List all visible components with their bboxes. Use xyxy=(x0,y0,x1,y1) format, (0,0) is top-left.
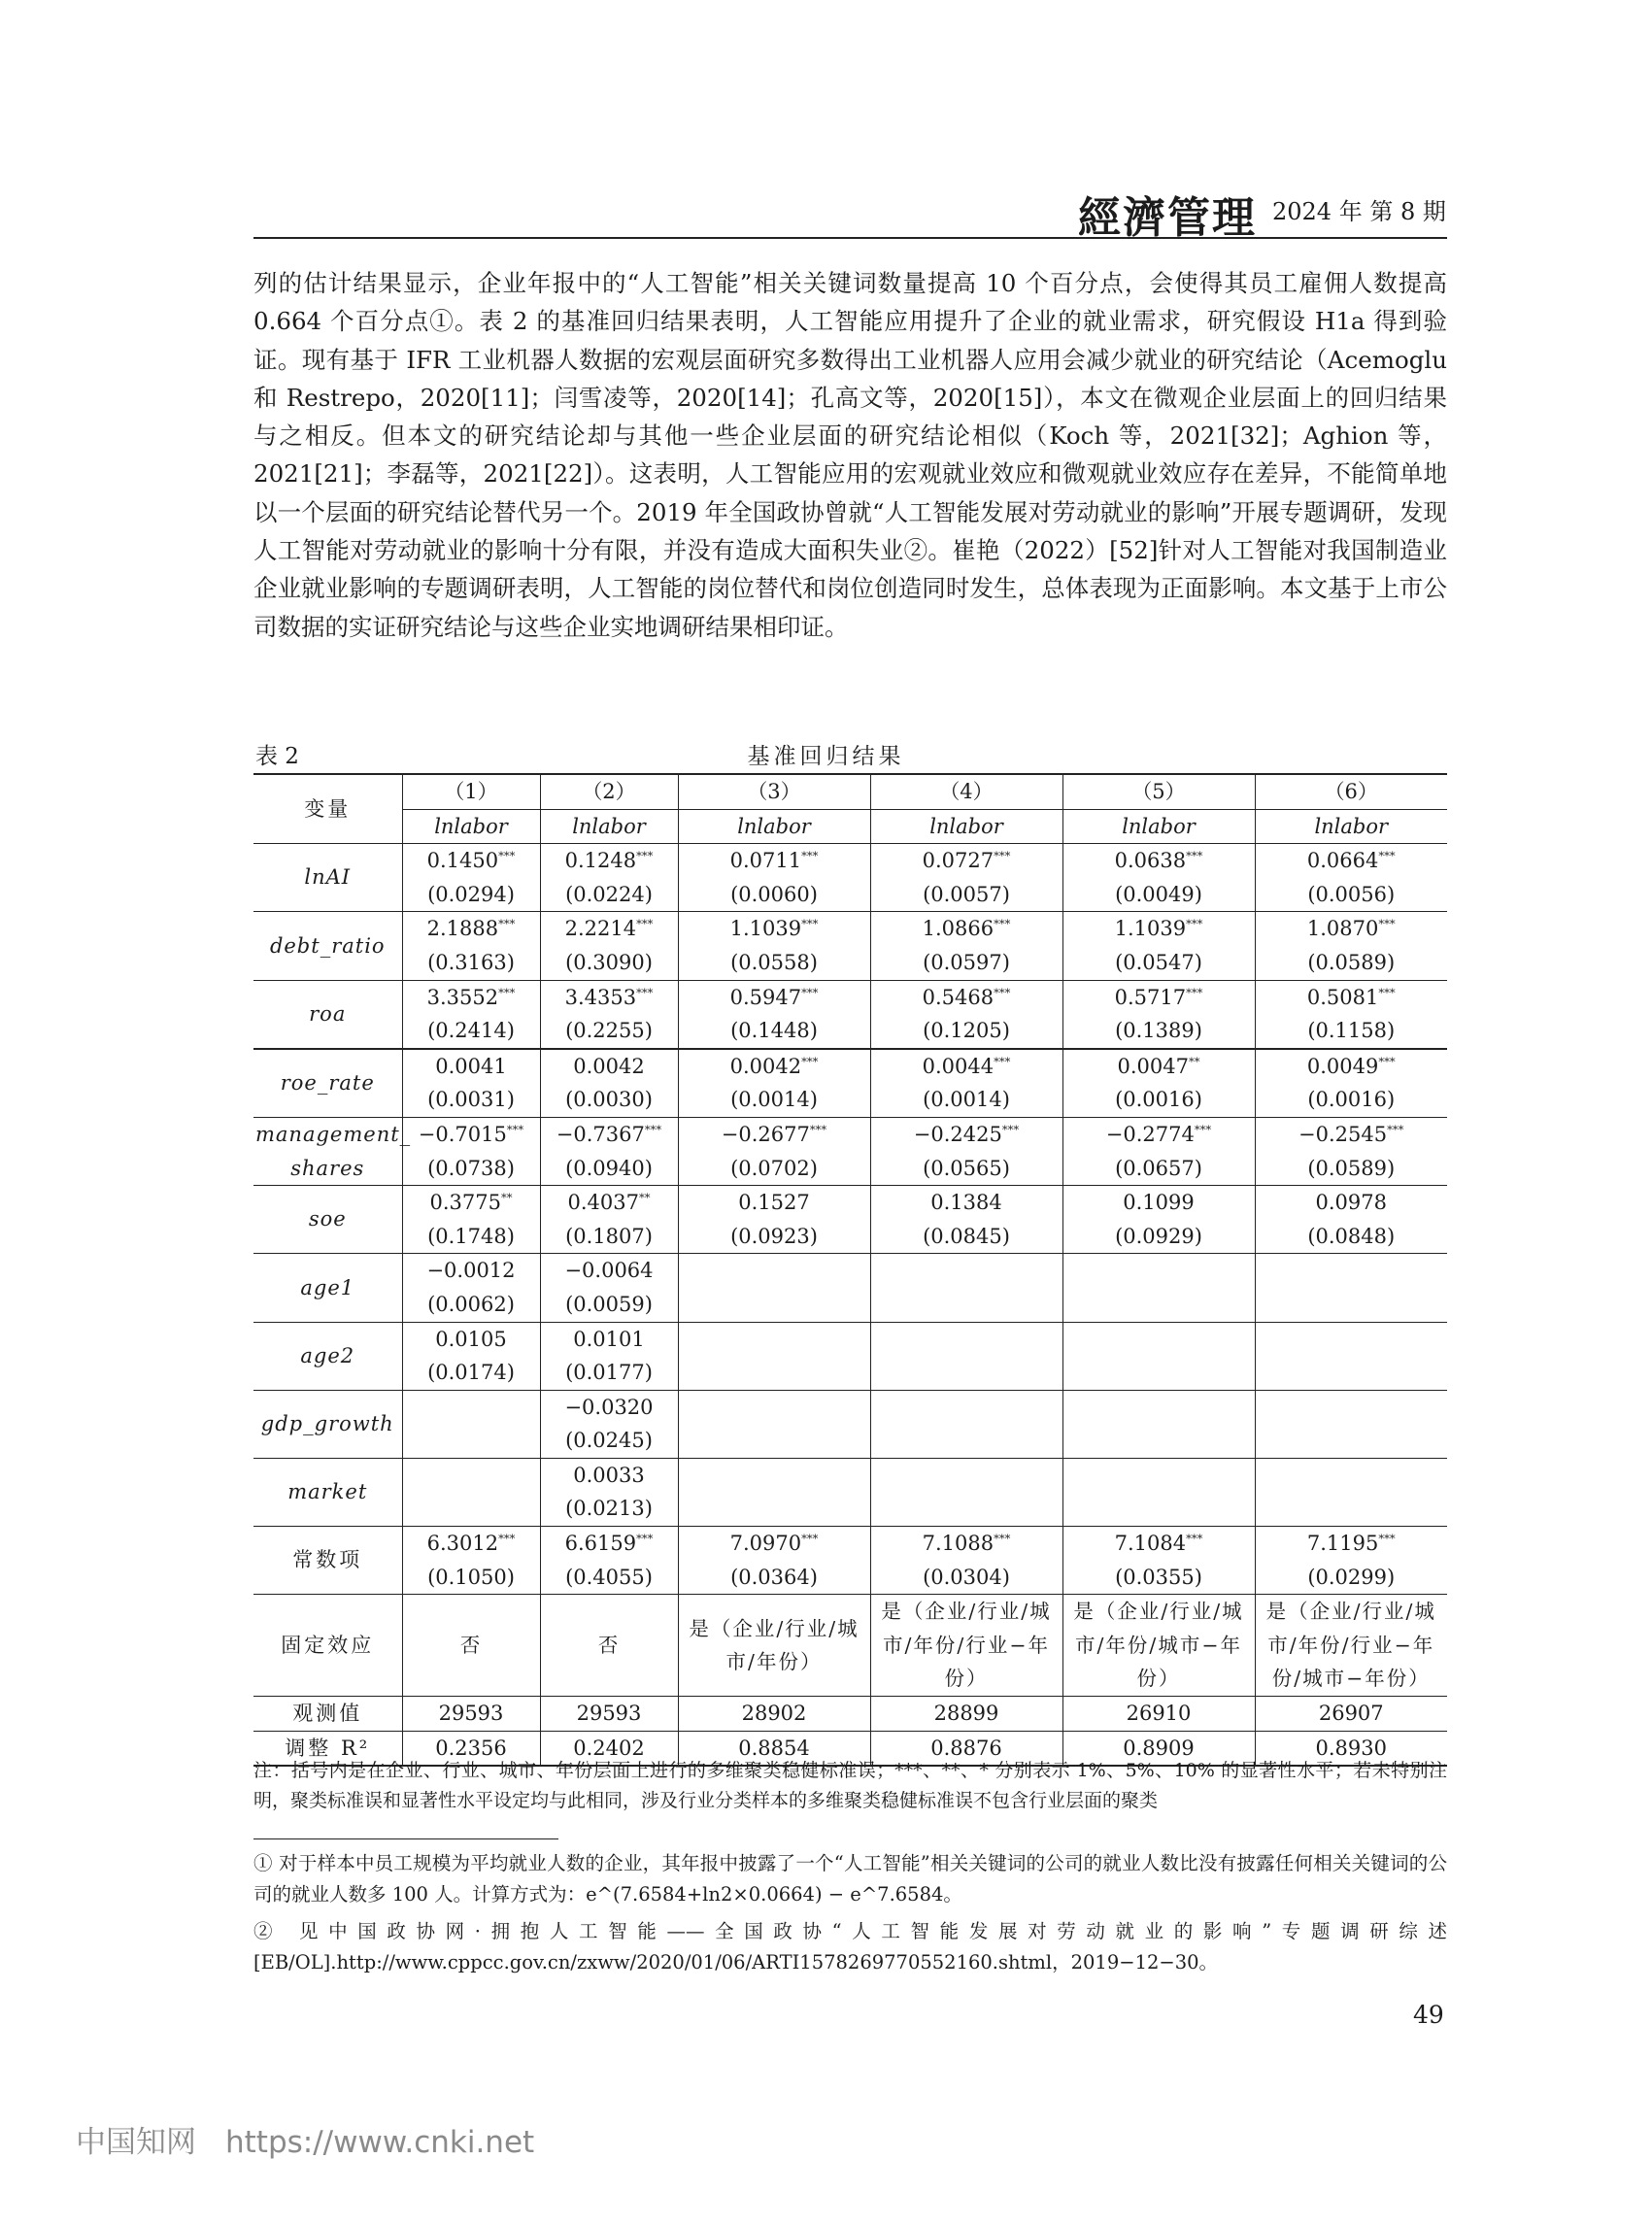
adj-r2-row-cell: 0.8930 xyxy=(1255,1731,1447,1766)
std-error xyxy=(405,1424,538,1458)
coefficient: 0.0042 xyxy=(573,1054,645,1078)
std-error: (0.1158) xyxy=(1307,1019,1396,1043)
table-header-row xyxy=(253,774,1447,809)
coef-cell xyxy=(870,1117,1062,1185)
table-label: 表 2 xyxy=(255,744,299,769)
column-header: （2） xyxy=(540,774,678,809)
coef-cell xyxy=(1062,980,1255,1049)
std-error xyxy=(1258,1492,1446,1526)
coef-cell xyxy=(870,1527,1062,1595)
body-paragraph xyxy=(253,264,1447,646)
variable-name: lnAI xyxy=(253,844,402,912)
coefficient: 2.1888*** xyxy=(426,917,516,941)
fixed-effects-label: 固定效应 xyxy=(253,1595,402,1697)
watermark-brand: 中国知网 xyxy=(76,2125,196,2160)
coef-cell xyxy=(540,1049,678,1118)
issue-label: 2024 年 第 8 期 xyxy=(1272,198,1446,225)
table-row xyxy=(253,1049,1447,1118)
depvar-cell: lnlabor xyxy=(678,809,870,844)
depvar-cell: lnlabor xyxy=(540,809,678,844)
std-error: (0.0014) xyxy=(923,1088,1010,1112)
std-error: (0.0355) xyxy=(1115,1565,1202,1589)
coef-cell xyxy=(870,912,1062,980)
coefficient: 0.0041 xyxy=(435,1054,507,1078)
observations-row-cell: 29593 xyxy=(540,1697,678,1732)
coef-cell xyxy=(870,1390,1062,1458)
std-error xyxy=(681,1288,868,1322)
std-error: (0.1807) xyxy=(565,1224,653,1248)
std-error: (0.2255) xyxy=(565,1019,653,1043)
std-error: (0.0030) xyxy=(565,1088,653,1112)
coef-cell xyxy=(1062,1390,1255,1458)
watermark-url[interactable]: https://www.cnki.net xyxy=(225,2125,535,2160)
variable-name: 常数项 xyxy=(253,1527,402,1595)
std-error: (0.0062) xyxy=(427,1292,515,1316)
std-error: (0.0558) xyxy=(730,950,818,974)
body-text: 列的估计结果显示，企业年报中的“人工智能”相关关键词数量提高 10 个百分点，会使得其员工雇佣人数提高 0.664 个百分点①。表 2 的基准回归结果表明，人工智能应用提升了企业的就业需求，研究假设 H1a 得到验证。现有基于 IFR 工业机器人数据的宏观层面研究多数得出工业机器人应用会减少就业的研究结论（Acemoglu 和 Restrepo，2020[11]；闫雪凌等，2020[14]；孔高文等，2020[15]），本文在微观企业层面上的回归结果与之相反。但本文的研究结论却与其他一些企业层面的研究结论相似（Koch 等，2021[32]；Aghion 等，2021[21]；李磊等，2021[22]）。这表明，人工智能应用的宏观就业效应和微观就业效应存在差异，不能简单地以一个层面的研究结论替代另一个。2019 年全国政协曾就“人工智能发展对劳动就业的影响”开展专题调研，发现人工智能对劳动就业的影响十分有限，并没有造成大面积失业②。崔艳（2022）[52]针对人工智能对我国制造业企业就业影响的专题调研表明，人工智能的岗位替代和岗位创造同时发生，总体表现为正面影响。本文基于上市公司数据的实证研究结论与这些企业实地调研结果相印证。 xyxy=(253,269,1447,641)
coef-cell xyxy=(678,1322,870,1390)
coefficient xyxy=(681,1254,868,1288)
coef-cell xyxy=(678,980,870,1049)
coefficient: 0.0033 xyxy=(573,1463,645,1487)
column-header: （5） xyxy=(1062,774,1255,809)
table-note-text: 注：括号内是在企业、行业、城市、年份层面上进行的多维聚类稳健标准误；***、**、* 分别表示 1%、5%、10% 的显著性水平；若未特别注明，聚类标准误和显著性水平设定均与此相同，涉及行业分类样本的多维聚类稳健标准误不包含行业层面的聚类 xyxy=(253,1760,1447,1811)
coefficient: −0.7015*** xyxy=(418,1122,524,1146)
adj-r2-row-cell: 0.2402 xyxy=(540,1731,678,1766)
coefficient xyxy=(1065,1254,1253,1288)
variable-name: debt_ratio xyxy=(253,912,402,980)
std-error: (0.0738) xyxy=(427,1156,515,1180)
coef-cell xyxy=(540,844,678,912)
coef-cell xyxy=(870,1322,1062,1390)
coefficient xyxy=(1065,1391,1253,1425)
coefficient: 6.6159*** xyxy=(564,1532,654,1556)
table-row xyxy=(253,1527,1447,1595)
std-error: (0.1205) xyxy=(923,1019,1010,1043)
coef-cell xyxy=(1062,1117,1255,1185)
coef-cell xyxy=(402,1527,540,1595)
std-error: (0.0016) xyxy=(1307,1088,1396,1112)
std-error: (0.0923) xyxy=(730,1224,818,1248)
coefficient xyxy=(873,1391,1061,1425)
coef-cell xyxy=(540,1527,678,1595)
coef-cell xyxy=(1062,1322,1255,1390)
coef-cell xyxy=(678,1049,870,1118)
coefficient: 0.1248*** xyxy=(564,849,654,873)
coefficient: 0.0101 xyxy=(573,1327,645,1351)
table-row xyxy=(253,1117,1447,1185)
coef-cell xyxy=(678,1527,870,1595)
coefficient: 2.2214*** xyxy=(564,917,654,941)
std-error: (0.0213) xyxy=(565,1497,653,1521)
fixed-effects-cell: 否 xyxy=(540,1595,678,1697)
observations-row-cell: 29593 xyxy=(402,1697,540,1732)
coef-cell xyxy=(678,912,870,980)
table-row xyxy=(253,1254,1447,1322)
coefficient: 7.1088*** xyxy=(922,1532,1011,1556)
std-error xyxy=(1065,1356,1253,1390)
coefficient: −0.7367*** xyxy=(556,1122,662,1146)
coef-cell xyxy=(678,1117,870,1185)
coef-cell xyxy=(402,844,540,912)
coef-cell xyxy=(1255,1049,1447,1118)
std-error: (0.1389) xyxy=(1115,1019,1202,1043)
std-error xyxy=(873,1288,1061,1322)
coefficient: 1.0870*** xyxy=(1306,917,1396,941)
coefficient: 3.4353*** xyxy=(564,985,654,1009)
std-error xyxy=(1258,1356,1446,1390)
coefficient xyxy=(1258,1459,1446,1493)
coef-cell xyxy=(870,1186,1062,1254)
header-rule xyxy=(253,237,1447,239)
footnote-rule xyxy=(253,1838,558,1839)
coefficient: 0.5717*** xyxy=(1114,985,1203,1009)
fixed-effects-row xyxy=(253,1595,1447,1697)
fixed-effects-cell: 是（企业/行业/城市/年份/行业−年份/城市−年份） xyxy=(1255,1595,1447,1697)
std-error: (0.0940) xyxy=(565,1156,653,1180)
coefficient xyxy=(1258,1391,1446,1425)
column-header: （4） xyxy=(870,774,1062,809)
std-error xyxy=(873,1356,1061,1390)
coefficient xyxy=(1258,1254,1446,1288)
table-row xyxy=(253,844,1447,912)
std-error: (0.0049) xyxy=(1115,882,1202,906)
coef-cell xyxy=(540,1390,678,1458)
std-error xyxy=(681,1492,868,1526)
std-error xyxy=(681,1356,868,1390)
std-error xyxy=(1065,1492,1253,1526)
observations-row-cell: 28899 xyxy=(870,1697,1062,1732)
page-number: 49 xyxy=(1413,2001,1444,2029)
coefficient xyxy=(873,1254,1061,1288)
coefficient xyxy=(873,1323,1061,1357)
coef-cell xyxy=(402,1186,540,1254)
coefficient: 0.1099 xyxy=(1123,1191,1195,1215)
coefficient: 1.0866*** xyxy=(922,917,1011,941)
coefficient: −0.0320 xyxy=(564,1395,654,1419)
variable-name: age2 xyxy=(253,1322,402,1390)
std-error: (0.0304) xyxy=(923,1565,1010,1589)
coefficient: 0.0727*** xyxy=(922,849,1011,873)
std-error: (0.1050) xyxy=(427,1565,515,1589)
coef-cell xyxy=(1255,1527,1447,1595)
coef-cell xyxy=(402,980,540,1049)
coef-cell xyxy=(1062,844,1255,912)
coefficient: 7.0970*** xyxy=(729,1532,819,1556)
coefficient: 0.4037** xyxy=(567,1191,651,1215)
coefficient: −0.2774*** xyxy=(1105,1122,1212,1146)
variable-name: roa xyxy=(253,980,402,1049)
footnote-2: ② 见中国政协网·拥抱人工智能——全国政协“人工智能发展对劳动就业的影响”专题调研综述[EB/OL].http://www.cppcc.gov.cn/zxww/2020/01/06/ARTI1578269770552160.shtml，2019−12−30。 xyxy=(253,1920,1447,1973)
depvar-cell: lnlabor xyxy=(870,809,1062,844)
coef-cell xyxy=(540,1186,678,1254)
coefficient xyxy=(1065,1323,1253,1357)
regression-table xyxy=(253,773,1447,1767)
std-error: (0.2414) xyxy=(427,1019,515,1043)
variable-name: soe xyxy=(253,1186,402,1254)
coef-cell xyxy=(870,844,1062,912)
coefficient: 0.0049*** xyxy=(1306,1054,1396,1078)
table-row xyxy=(253,1322,1447,1390)
coef-cell xyxy=(540,1322,678,1390)
coefficient xyxy=(405,1459,538,1493)
watermark xyxy=(76,2117,563,2161)
std-error: (0.0589) xyxy=(1307,950,1396,974)
table-row xyxy=(253,912,1447,980)
std-error: (0.0056) xyxy=(1307,882,1396,906)
depvar-cell: lnlabor xyxy=(1255,809,1447,844)
coef-cell xyxy=(1255,1254,1447,1322)
coefficient: 0.5468*** xyxy=(922,985,1011,1009)
std-error: (0.0224) xyxy=(565,882,653,906)
table-row xyxy=(253,1390,1447,1458)
column-header: （6） xyxy=(1255,774,1447,809)
table-row xyxy=(253,980,1447,1049)
coef-cell xyxy=(402,1322,540,1390)
std-error: (0.0060) xyxy=(730,882,818,906)
coefficient: 0.3775** xyxy=(429,1191,513,1215)
coefficient: 0.0044*** xyxy=(922,1054,1011,1078)
coef-cell xyxy=(870,980,1062,1049)
std-error: (0.0057) xyxy=(923,882,1010,906)
coef-cell xyxy=(678,1254,870,1322)
std-error: (0.0597) xyxy=(923,950,1010,974)
coefficient xyxy=(681,1323,868,1357)
coef-cell xyxy=(1255,1458,1447,1526)
coef-cell xyxy=(870,1254,1062,1322)
column-header: （1） xyxy=(402,774,540,809)
depvar-cell: lnlabor xyxy=(1062,809,1255,844)
coefficient: 7.1195*** xyxy=(1306,1532,1396,1556)
table-row xyxy=(253,1186,1447,1254)
fixed-effects-cell: 否 xyxy=(402,1595,540,1697)
coef-cell xyxy=(1062,912,1255,980)
std-error: (0.0929) xyxy=(1115,1224,1202,1248)
coef-cell xyxy=(678,1458,870,1526)
std-error xyxy=(681,1424,868,1458)
coefficient: 0.5081*** xyxy=(1306,985,1396,1009)
coef-cell xyxy=(540,1117,678,1185)
coefficient: −0.2545*** xyxy=(1298,1122,1404,1146)
coefficient xyxy=(873,1459,1061,1493)
coef-cell xyxy=(1255,1117,1447,1185)
std-error: (0.0016) xyxy=(1115,1088,1202,1112)
coef-cell xyxy=(678,1186,870,1254)
observations-row xyxy=(253,1697,1447,1732)
coefficient xyxy=(1065,1459,1253,1493)
coefficient: 3.3552*** xyxy=(426,985,516,1009)
variable-name: age1 xyxy=(253,1254,402,1322)
std-error: (0.0177) xyxy=(565,1361,653,1385)
journal-name: 經濟管理 xyxy=(1078,193,1257,243)
adj-r2-row-label: 调整 R² xyxy=(253,1731,402,1766)
coef-cell xyxy=(1062,1049,1255,1118)
coefficient: 0.0638*** xyxy=(1114,849,1203,873)
coef-cell xyxy=(540,1458,678,1526)
coefficient: 7.1084*** xyxy=(1114,1532,1203,1556)
coef-cell xyxy=(870,1049,1062,1118)
coef-cell xyxy=(678,844,870,912)
coef-cell xyxy=(540,912,678,980)
coefficient xyxy=(405,1391,538,1425)
table-title: 基准回归结果 xyxy=(747,744,905,769)
observations-row-cell: 28902 xyxy=(678,1697,870,1732)
std-error: (0.0848) xyxy=(1307,1224,1396,1248)
coef-cell xyxy=(1255,844,1447,912)
std-error xyxy=(1258,1288,1446,1322)
std-error xyxy=(873,1492,1061,1526)
coef-cell xyxy=(402,1117,540,1185)
variable-name: management_ shares xyxy=(253,1117,402,1185)
adj-r2-row-cell: 0.8909 xyxy=(1062,1731,1255,1766)
coefficient: 0.1450*** xyxy=(426,849,516,873)
std-error xyxy=(1065,1288,1253,1322)
std-error: (0.4055) xyxy=(565,1565,653,1589)
coef-cell xyxy=(678,1390,870,1458)
coef-cell xyxy=(1062,1527,1255,1595)
coef-cell xyxy=(1255,1390,1447,1458)
coefficient: 0.5947*** xyxy=(729,985,819,1009)
coefficient xyxy=(1258,1323,1446,1357)
std-error: (0.0294) xyxy=(427,882,515,906)
std-error xyxy=(1065,1424,1253,1458)
std-error: (0.0702) xyxy=(730,1156,818,1180)
coef-cell xyxy=(540,980,678,1049)
variable-header: 变量 xyxy=(253,774,402,844)
coef-cell xyxy=(402,1390,540,1458)
std-error xyxy=(405,1492,538,1526)
coefficient: 0.0664*** xyxy=(1306,849,1396,873)
coefficient: 1.1039*** xyxy=(729,917,819,941)
coefficient xyxy=(681,1391,868,1425)
coef-cell xyxy=(1255,1186,1447,1254)
table-note xyxy=(253,1756,1447,1816)
std-error: (0.0059) xyxy=(565,1292,653,1316)
std-error: (0.3090) xyxy=(565,950,653,974)
coefficient: 6.3012*** xyxy=(426,1532,516,1556)
coef-cell xyxy=(1255,980,1447,1049)
std-error: (0.0364) xyxy=(730,1565,818,1589)
coefficient: −0.2677*** xyxy=(721,1122,827,1146)
std-error: (0.0565) xyxy=(923,1156,1010,1180)
coefficient: 0.0047** xyxy=(1117,1054,1200,1078)
std-error: (0.0299) xyxy=(1307,1565,1396,1589)
std-error xyxy=(1258,1424,1446,1458)
coef-cell xyxy=(870,1458,1062,1526)
fixed-effects-cell: 是（企业/行业/城市/年份） xyxy=(678,1595,870,1697)
coefficient: 0.0105 xyxy=(435,1327,507,1351)
coefficient: 0.1527 xyxy=(738,1191,810,1215)
std-error: (0.0031) xyxy=(427,1088,515,1112)
variable-name: market xyxy=(253,1458,402,1526)
coef-cell xyxy=(402,1254,540,1322)
coef-cell xyxy=(402,1458,540,1526)
std-error: (0.0845) xyxy=(923,1224,1010,1248)
std-error: (0.1448) xyxy=(730,1019,818,1043)
std-error: (0.0014) xyxy=(730,1088,818,1112)
fixed-effects-cell: 是（企业/行业/城市/年份/行业−年份） xyxy=(870,1595,1062,1697)
variable-name: roe_rate xyxy=(253,1049,402,1118)
coef-cell xyxy=(402,912,540,980)
coef-cell xyxy=(540,1254,678,1322)
fixed-effects-cell: 是（企业/行业/城市/年份/城市−年份） xyxy=(1062,1595,1255,1697)
coefficient: 0.0042*** xyxy=(729,1054,819,1078)
std-error: (0.0657) xyxy=(1115,1156,1202,1180)
observations-row-cell: 26907 xyxy=(1255,1697,1447,1732)
std-error: (0.1748) xyxy=(427,1224,515,1248)
adj-r2-row-cell: 0.8876 xyxy=(870,1731,1062,1766)
coef-cell xyxy=(1062,1186,1255,1254)
variable-name: gdp_growth xyxy=(253,1390,402,1458)
coefficient: −0.0012 xyxy=(426,1259,516,1283)
table-row xyxy=(253,1458,1447,1526)
coefficient: 0.1384 xyxy=(930,1191,1002,1215)
std-error: (0.3163) xyxy=(427,950,515,974)
coefficient: 0.0978 xyxy=(1315,1191,1387,1215)
depvar-row xyxy=(253,809,1447,844)
observations-row-cell: 26910 xyxy=(1062,1697,1255,1732)
adj-r2-row-cell: 0.2356 xyxy=(402,1731,540,1766)
coefficient: 1.1039*** xyxy=(1114,917,1203,941)
coefficient: −0.2425*** xyxy=(913,1122,1020,1146)
std-error: (0.0245) xyxy=(565,1429,653,1453)
std-error: (0.0547) xyxy=(1115,950,1202,974)
adj-r2-row-cell: 0.8854 xyxy=(678,1731,870,1766)
observations-row-label: 观测值 xyxy=(253,1697,402,1732)
column-header: （3） xyxy=(678,774,870,809)
std-error xyxy=(873,1424,1061,1458)
std-error: (0.0589) xyxy=(1307,1156,1396,1180)
coefficient xyxy=(681,1459,868,1493)
depvar-cell: lnlabor xyxy=(402,809,540,844)
coef-cell xyxy=(1255,1322,1447,1390)
coefficient: 0.0711*** xyxy=(729,849,819,873)
std-error: (0.0174) xyxy=(427,1361,515,1385)
coef-cell xyxy=(1062,1254,1255,1322)
coef-cell xyxy=(1062,1458,1255,1526)
footnote-1: ① 对于样本中员工规模为平均就业人数的企业，其年报中披露了一个“人工智能”相关关键词的公司的就业人数比没有披露任何相关关键词的公司的就业人数多 100 人。计算方式为：e^(7.6584+ln2×0.0664) − e^7.6584。 xyxy=(253,1852,1447,1906)
footnotes xyxy=(253,1848,1447,1984)
coef-cell xyxy=(402,1049,540,1118)
coefficient: −0.0064 xyxy=(564,1259,654,1283)
coef-cell xyxy=(1255,912,1447,980)
